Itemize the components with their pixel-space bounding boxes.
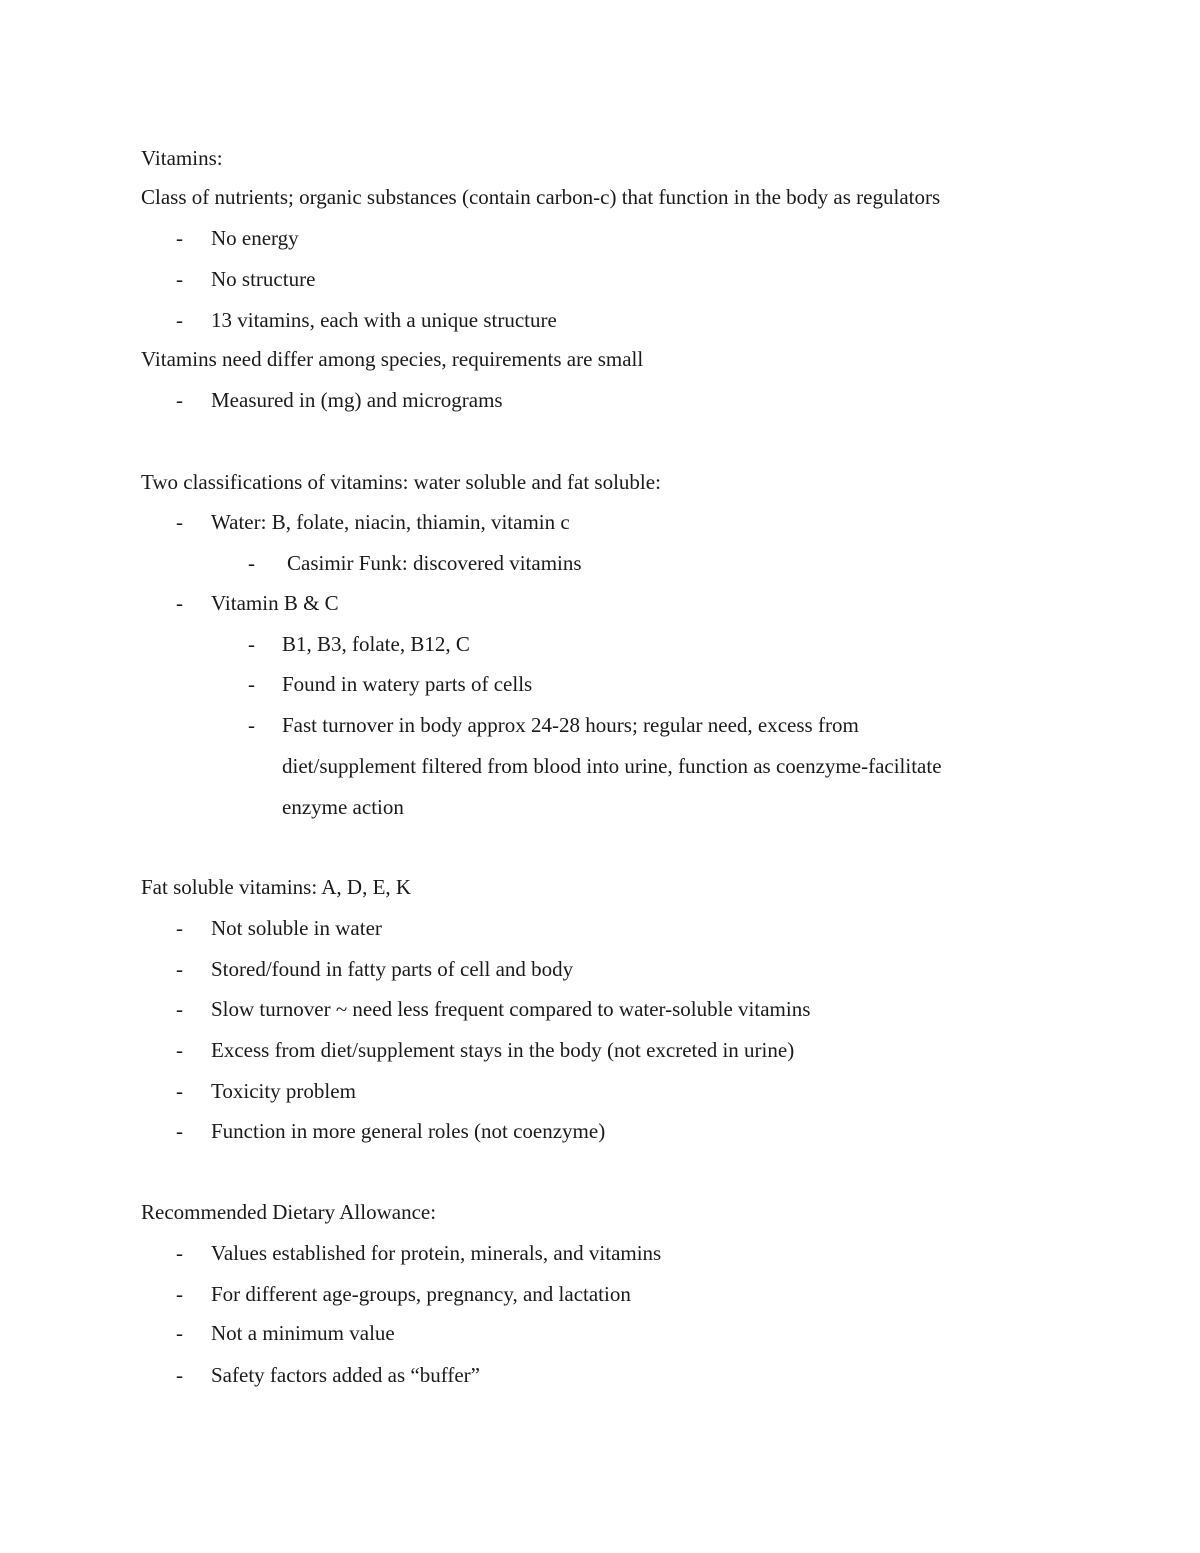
section-heading-vitamins: Vitamins: (141, 146, 223, 170)
bullet-dash: - (176, 1038, 183, 1062)
sub-list-item: Casimir Funk: discovered vitamins (287, 551, 582, 575)
sub-list-item: Fast turnover in body approx 24-28 hours; regular need, excess from (282, 713, 859, 737)
section-heading-fat-soluble: Fat soluble vitamins: A, D, E, K (141, 875, 412, 899)
list-item: Vitamin B & C (211, 591, 339, 615)
list-item: No energy (211, 226, 299, 250)
list-item: Excess from diet/supplement stays in the body (not excreted in urine) (211, 1038, 795, 1062)
list-item: No structure (211, 267, 316, 291)
bullet-dash: - (176, 916, 183, 940)
sub-list-item: B1, B3, folate, B12, C (282, 632, 470, 656)
list-item: Toxicity problem (211, 1079, 356, 1103)
bullet-dash: - (176, 308, 183, 332)
bullet-dash: - (176, 1241, 183, 1265)
list-item: Slow turnover ~ need less frequent compared to water-soluble vitamins (211, 997, 811, 1021)
sub-bullet-dash: - (248, 713, 255, 737)
bullet-dash: - (176, 388, 183, 412)
bullet-dash: - (176, 1282, 183, 1306)
bullet-dash: - (176, 1321, 183, 1345)
sub-list-item-continuation: diet/supplement filtered from blood into urine, function as coenzyme-facilitate (282, 754, 942, 778)
bullet-dash: - (176, 957, 183, 981)
bullet-dash: - (176, 1363, 183, 1387)
section-heading-classifications: Two classifications of vitamins: water soluble and fat soluble: (141, 470, 661, 494)
bullet-dash: - (176, 591, 183, 615)
vitamins-need-line: Vitamins need differ among species, requirements are small (141, 347, 644, 371)
sub-list-item-continuation: enzyme action (282, 795, 404, 819)
bullet-dash: - (176, 997, 183, 1021)
list-item: For different age-groups, pregnancy, and lactation (211, 1282, 631, 1306)
sub-bullet-dash: - (248, 551, 255, 575)
section-heading-rda: Recommended Dietary Allowance: (141, 1200, 437, 1224)
bullet-dash: - (176, 1119, 183, 1143)
bullet-dash: - (176, 267, 183, 291)
list-item: Stored/found in fatty parts of cell and body (211, 957, 574, 981)
list-item: 13 vitamins, each with a unique structure (211, 308, 557, 332)
bullet-dash: - (176, 1079, 183, 1103)
list-item: Values established for protein, minerals, and vitamins (211, 1241, 662, 1265)
sub-bullet-dash: - (248, 632, 255, 656)
bullet-dash: - (176, 226, 183, 250)
list-item: Function in more general roles (not coenzyme) (211, 1119, 606, 1143)
sub-bullet-dash: - (248, 672, 255, 696)
list-item: Safety factors added as “buffer” (211, 1363, 480, 1387)
list-item: Water: B, folate, niacin, thiamin, vitamin c (211, 510, 570, 534)
list-item: Not a minimum value (211, 1321, 395, 1345)
bullet-dash: - (176, 510, 183, 534)
list-item: Not soluble in water (211, 916, 382, 940)
list-item: Measured in (mg) and micrograms (211, 388, 503, 412)
vitamins-definition: Class of nutrients; organic substances (contain carbon-c) that function in the body as regulators (141, 185, 941, 209)
sub-list-item: Found in watery parts of cells (282, 672, 533, 696)
